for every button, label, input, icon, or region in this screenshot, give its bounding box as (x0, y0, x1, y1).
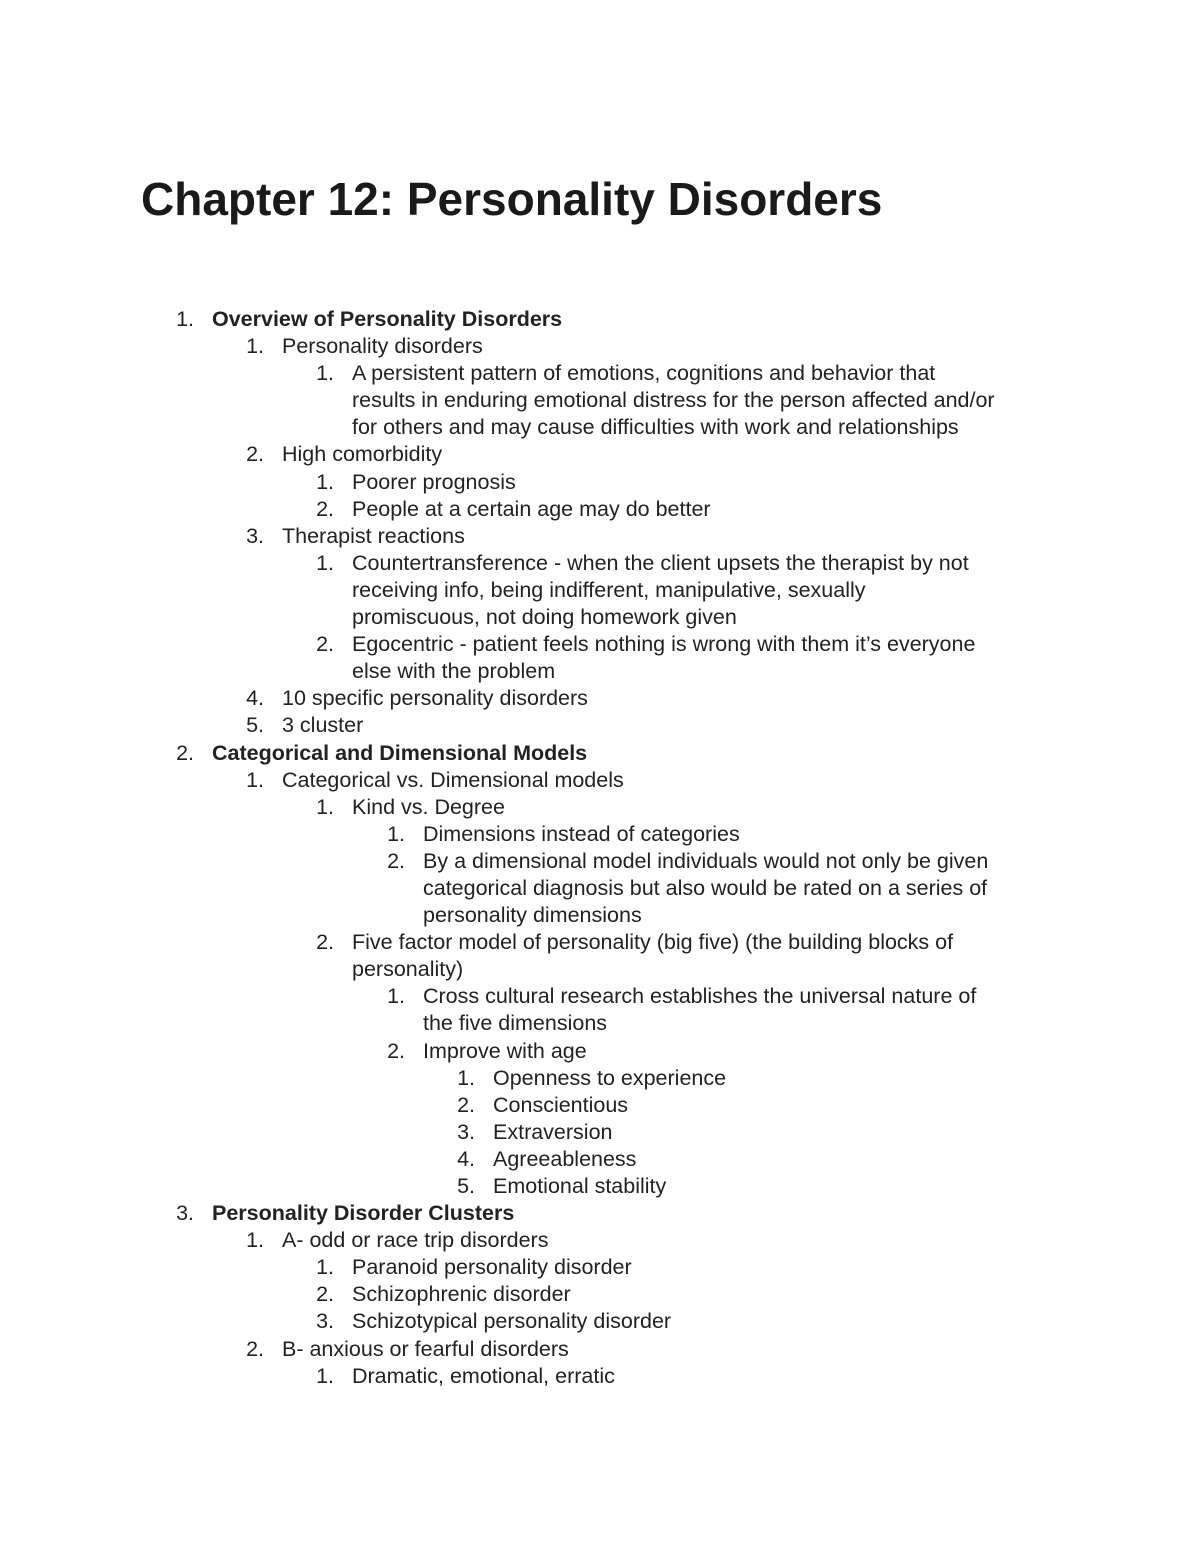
item-text: Egocentric - patient feels nothing is wrong with them it’s everyone (352, 632, 976, 657)
item-number: 2. (387, 1038, 405, 1063)
item-number: 4. (457, 1146, 475, 1171)
list-item (141, 1308, 1081, 1335)
list-item (141, 577, 1081, 604)
list-item (141, 956, 1081, 983)
list-item (141, 875, 1081, 902)
list-item (141, 983, 1081, 1010)
item-number: 2. (387, 848, 405, 873)
item-text: Schizophrenic disorder (352, 1282, 571, 1307)
item-text: 10 specific personality disorders (282, 686, 588, 711)
item-number: 2. (316, 496, 334, 521)
item-number: 1. (387, 984, 405, 1009)
item-number: 4. (246, 686, 264, 711)
item-text: categorical diagnosis but also would be rated on a series of (423, 875, 988, 900)
item-number: 1. (246, 334, 264, 359)
list-item (141, 794, 1081, 821)
section-heading (141, 1200, 1081, 1227)
list-item (141, 1038, 1081, 1065)
list-item (141, 496, 1081, 523)
item-text: Overview of Personality Disorders (212, 307, 563, 331)
list-item (141, 387, 1081, 414)
list-item (141, 469, 1081, 496)
item-number: 1. (316, 361, 334, 386)
item-text: 3 cluster (282, 713, 364, 738)
item-text: else with the problem (352, 659, 556, 684)
list-item (141, 1254, 1081, 1281)
item-number: 1. (246, 767, 264, 792)
item-text: Paranoid personality disorder (352, 1255, 632, 1280)
item-text: People at a certain age may do better (352, 496, 711, 521)
list-item (141, 1227, 1081, 1254)
item-number: 2. (457, 1092, 475, 1117)
item-number: 1. (316, 1363, 334, 1388)
item-number: 3. (316, 1309, 334, 1334)
item-text: results in enduring emotional distress for the person affected and/or (352, 388, 995, 413)
list-item (141, 1281, 1081, 1308)
list-item (141, 1010, 1081, 1037)
item-number: 2. (246, 442, 264, 467)
item-text: A- odd or race trip disorders (282, 1228, 549, 1253)
list-item (141, 631, 1081, 658)
list-item (141, 523, 1081, 550)
list-item (141, 550, 1081, 577)
item-text: for others and may cause difficulties with work and relationships (352, 415, 959, 440)
list-item (141, 333, 1081, 360)
list-item (141, 1173, 1081, 1200)
item-text: the five dimensions (423, 1011, 608, 1036)
item-text: personality) (352, 957, 464, 982)
item-number: 2. (316, 1282, 334, 1307)
list-item (141, 360, 1081, 387)
item-text: A persistent pattern of emotions, cognitions and behavior that (352, 361, 936, 386)
item-number: 2. (246, 1336, 264, 1361)
item-text: High comorbidity (282, 442, 443, 467)
list-item (141, 1065, 1081, 1092)
list-item (141, 414, 1081, 441)
section-heading (141, 740, 1081, 767)
item-number: 1. (387, 821, 405, 846)
item-text: promiscuous, not doing homework given (352, 605, 737, 630)
list-item (141, 685, 1081, 712)
list-item (141, 902, 1081, 929)
item-text: By a dimensional model individuals would not only be given (423, 848, 989, 873)
item-text: Schizotypical personality disorder (352, 1309, 672, 1334)
item-number: 3. (246, 523, 264, 548)
item-number: 1. (316, 469, 334, 494)
item-text: Dimensions instead of categories (423, 821, 740, 846)
item-number: 1. (316, 794, 334, 819)
item-text: Conscientious (493, 1092, 629, 1117)
list-item (141, 1092, 1081, 1119)
item-text: B- anxious or fearful disorders (282, 1336, 569, 1361)
list-item (141, 712, 1081, 739)
list-item (141, 821, 1081, 848)
item-text: Extraversion (493, 1119, 613, 1144)
item-text: receiving info, being indifferent, manipulative, sexually (352, 577, 866, 602)
list-item (141, 1119, 1081, 1146)
item-text: Categorical vs. Dimensional models (282, 767, 624, 792)
item-number: 1. (457, 1065, 475, 1090)
item-number: 2. (316, 632, 334, 657)
item-text: Openness to experience (493, 1065, 727, 1090)
item-text: Emotional stability (493, 1174, 667, 1198)
item-number: 1. (176, 307, 194, 331)
list-item (141, 658, 1081, 685)
list-item (141, 604, 1081, 631)
page-title: Chapter 12: Personality Disorders (141, 173, 883, 225)
item-number: 1. (246, 1228, 264, 1253)
item-number: 2. (316, 930, 334, 955)
item-text: Personality disorders (282, 334, 483, 359)
item-text: personality dimensions (423, 903, 642, 928)
list-item (141, 767, 1081, 794)
item-text: Cross cultural research establishes the universal nature of (423, 984, 977, 1009)
section-heading (141, 306, 1081, 333)
item-number: 1. (316, 1255, 334, 1280)
item-text: Dramatic, emotional, erratic (352, 1363, 615, 1388)
list-item (141, 441, 1081, 468)
list-item (141, 1146, 1081, 1173)
item-number: 3. (176, 1201, 194, 1226)
item-number: 3. (457, 1119, 475, 1144)
item-text: Kind vs. Degree (352, 794, 505, 819)
list-item (141, 929, 1081, 956)
item-text: Improve with age (423, 1038, 587, 1063)
item-number: 1. (316, 550, 334, 575)
item-number: 5. (457, 1174, 475, 1198)
item-text: Countertransference - when the client upsets the therapist by not (352, 550, 969, 575)
item-text: Personality Disorder Clusters (212, 1201, 515, 1226)
item-text: Five factor model of personality (big five) (the building blocks of (352, 930, 954, 955)
item-text: Therapist reactions (282, 523, 465, 548)
item-number: 5. (246, 713, 264, 738)
item-text: Agreeableness (493, 1146, 637, 1171)
list-item (141, 1336, 1081, 1363)
item-text: Poorer prognosis (352, 469, 516, 494)
item-text: Categorical and Dimensional Models (212, 740, 588, 765)
outline-list (141, 306, 1081, 1390)
list-item (141, 1363, 1081, 1390)
item-number: 2. (176, 740, 194, 765)
list-item (141, 848, 1081, 875)
